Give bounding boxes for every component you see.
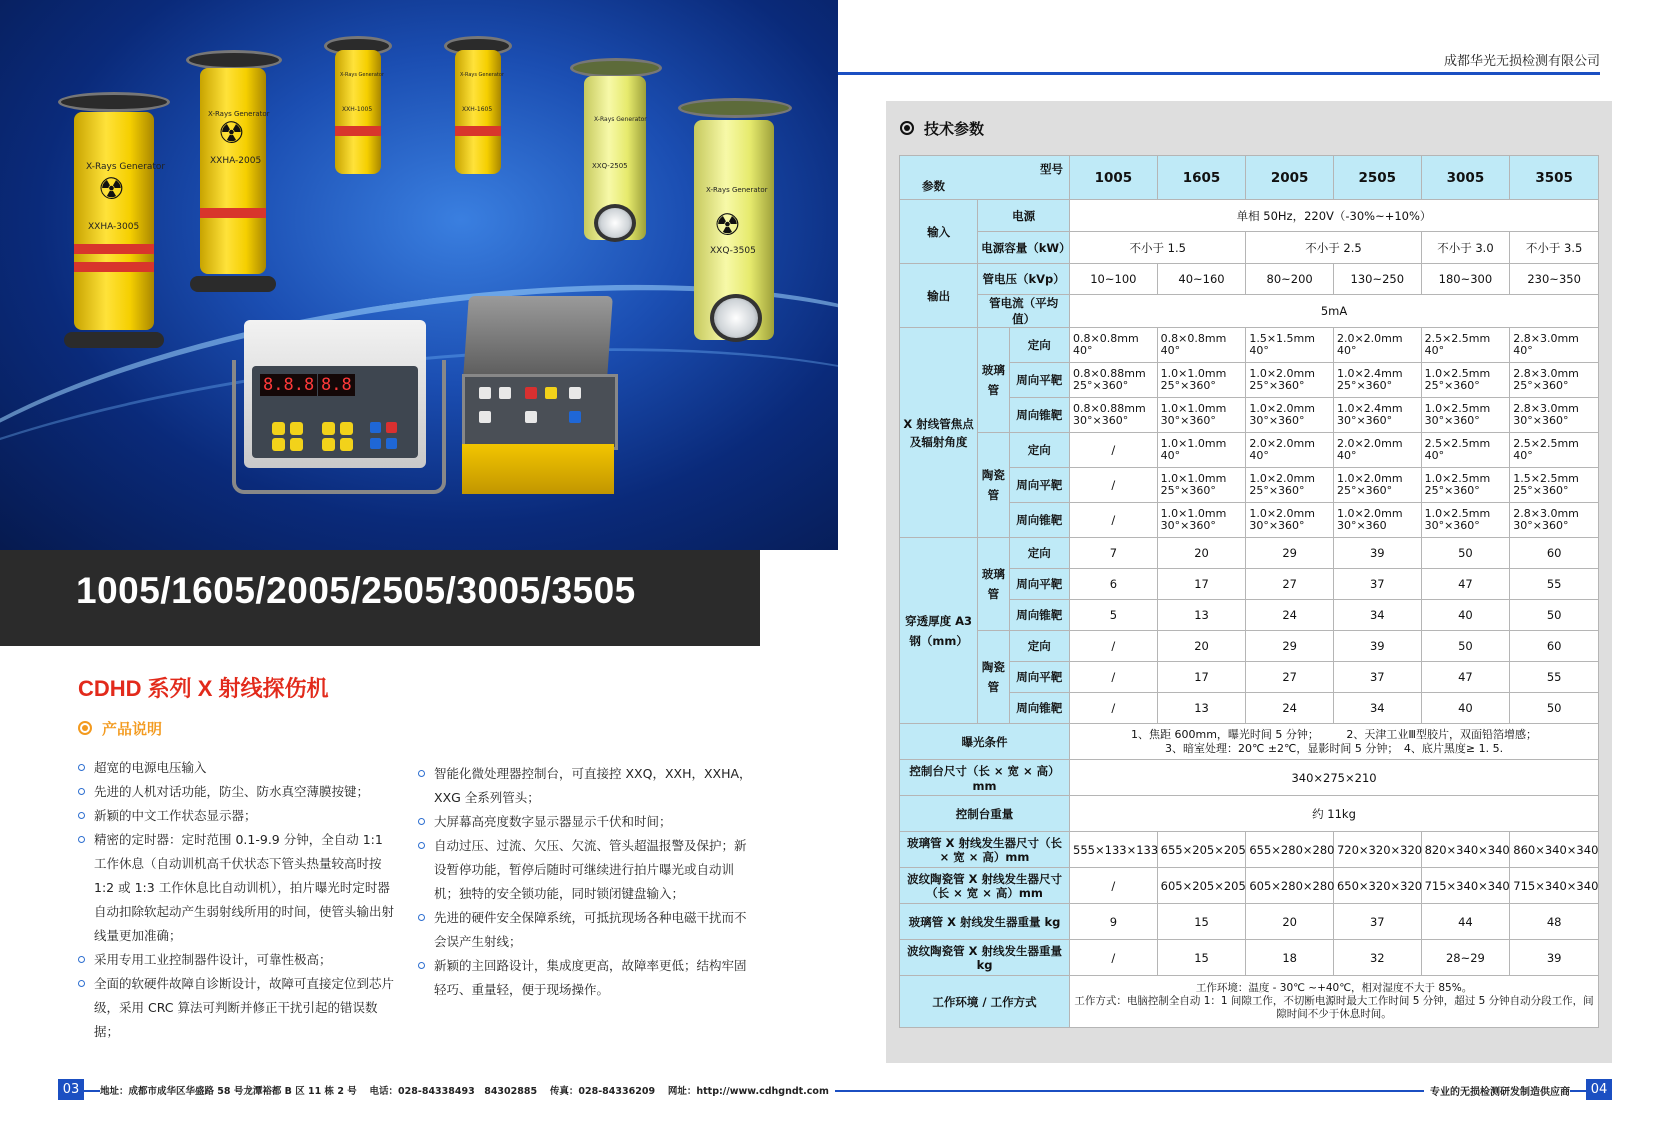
table-cell: 715×340×340: [1510, 868, 1599, 904]
table-cell: 9: [1070, 904, 1158, 940]
table-cell: 39: [1510, 940, 1599, 976]
table-cell: 20: [1157, 538, 1246, 569]
table-cell: 860×340×340: [1510, 832, 1599, 868]
table-cell: 17: [1157, 662, 1246, 693]
table-cell: 37: [1333, 904, 1421, 940]
row-group-label: X 射线管焦点及辐射角度: [900, 328, 978, 538]
table-cell: 13: [1157, 600, 1246, 631]
header-rule: [838, 72, 1600, 75]
xray-tube-xxha-2005: ☢ X-Rays Generator XXHA-2005: [188, 50, 280, 300]
product-description-heading: 产品说明: [78, 718, 162, 739]
tube-generator-label: X-Rays Generator: [460, 72, 504, 78]
table-cell: 2.5×2.5mm 40°: [1510, 433, 1599, 468]
table-cell: 10~100: [1070, 264, 1158, 295]
models-title: 1005/1605/2005/2505/3005/3505: [76, 570, 636, 611]
portable-controller-case: [462, 296, 614, 496]
table-corner-header: 型号 参数: [900, 156, 1070, 200]
xray-tube-xxha-3005: ☢ X-Rays Generator XXHA-3005: [60, 92, 170, 354]
table-cell: /: [1070, 940, 1158, 976]
row-label: 玻璃管 X 射线发生器尺寸（长 × 宽 × 高）mm: [900, 832, 1070, 868]
tube-type-label: 陶瓷管: [978, 631, 1009, 724]
table-cell: 2.0×2.0mm 40°: [1333, 328, 1421, 363]
table-cell: 50: [1510, 600, 1599, 631]
table-cell: 555×133×133: [1070, 832, 1158, 868]
feature-list-right: [418, 762, 758, 1002]
table-cell: 不小于 3.0: [1421, 232, 1510, 264]
table-cell: 1.0×2.0mm 25°×360°: [1246, 468, 1334, 503]
company-slogan: 专业的无损检测研发制造供应商: [1424, 1083, 1570, 1098]
table-cell: 1.0×2.4mm 30°×360°: [1333, 398, 1421, 433]
tube-generator-label: X-Rays Generator: [208, 110, 270, 118]
table-cell: 2.8×3.0mm 30°×360°: [1510, 398, 1599, 433]
table-cell: 34: [1333, 693, 1421, 724]
table-cell: 1.0×2.0mm 30°×360: [1333, 503, 1421, 538]
table-cell: [1070, 724, 1599, 760]
table-cell: 15: [1157, 904, 1246, 940]
table-cell: 7: [1070, 538, 1158, 569]
series-title: CDHD 系列 X 射线探伤机: [78, 676, 329, 701]
row-label: 玻璃管 X 射线发生器重量 kg: [900, 904, 1070, 940]
row-label: 周向平靶: [1009, 363, 1070, 398]
exposure-line: 3、暗室处理：20℃ ±2℃，显影时间 5 分钟； 4、底片黑度≥ 1. 5.: [1164, 741, 1504, 755]
list-item: 全面的软硬件故障自诊断设计，故障可直接定位到芯片级，采用 CRC 算法可判断并修正干扰引起的错误数据；: [78, 972, 398, 1044]
row-label: 周向锥靶: [1009, 693, 1070, 724]
row-group-label: 穿透厚度 A3 钢（mm）: [900, 538, 978, 724]
table-cell: 1.0×1.0mm 25°×360°: [1157, 468, 1246, 503]
model-header: 2005: [1246, 156, 1334, 200]
tube-model-label: XXH-1005: [342, 106, 373, 113]
table-cell: 130~250: [1333, 264, 1421, 295]
table-cell: 1.0×1.0mm 30°×360°: [1157, 503, 1246, 538]
table-cell: /: [1070, 631, 1158, 662]
table-cell: 50: [1421, 538, 1510, 569]
row-label: 控制台尺寸（长 × 宽 × 高）mm: [900, 760, 1070, 796]
row-label: 波纹陶瓷管 X 射线发生器尺寸（长 × 宽 × 高）mm: [900, 868, 1070, 904]
table-cell: 5mA: [1070, 295, 1599, 328]
contact-address: 地址：成都市成华区华盛路 58 号龙潭裕都 B 区 11 栋 2 号 电话：028-84338493 84302885 传真：028-84336209 网址：http://www.cdhgndt.com: [100, 1083, 835, 1097]
table-cell: 39: [1333, 631, 1421, 662]
table-cell: 1.0×1.0mm 30°×360°: [1157, 398, 1246, 433]
tube-model-label: XXHA-2005: [210, 156, 262, 166]
table-cell: 2.8×3.0mm 40°: [1510, 328, 1599, 363]
table-cell: 55: [1510, 569, 1599, 600]
model-header: 3505: [1510, 156, 1599, 200]
row-label: 管电流（平均值）: [978, 295, 1070, 328]
table-cell: /: [1070, 693, 1158, 724]
list-item: 新颖的主回路设计，集成度更高，故障率更低；结构牢固轻巧、重量轻，便于现场操作。: [418, 954, 758, 1002]
table-cell: 不小于 1.5: [1070, 232, 1246, 264]
row-label: 工作环境 / 工作方式: [900, 976, 1070, 1028]
table-cell: 50: [1510, 693, 1599, 724]
row-label: 定向: [1009, 433, 1070, 468]
table-cell: 1.0×2.5mm 25°×360°: [1421, 363, 1510, 398]
row-label: 周向平靶: [1009, 569, 1070, 600]
table-cell: 1.0×1.0mm 25°×360°: [1157, 363, 1246, 398]
tube-generator-label: X-Rays Generator: [86, 162, 166, 172]
row-label: 曝光条件: [900, 724, 1070, 760]
table-cell: 37: [1333, 569, 1421, 600]
model-header: 2505: [1333, 156, 1421, 200]
table-cell: 单相 50Hz，220V（-30%~+10%）: [1070, 200, 1599, 232]
table-cell: 605×280×280: [1246, 868, 1334, 904]
table-cell: 720×320×320: [1333, 832, 1421, 868]
table-cell: 24: [1246, 693, 1334, 724]
feature-list-left: [78, 756, 398, 1044]
table-cell: /: [1070, 433, 1158, 468]
list-item: 先进的硬件安全保障系统，可抵抗现场各种电磁干扰而不会误产生射线；: [418, 906, 758, 954]
row-label: 定向: [1009, 631, 1070, 662]
table-cell: 15: [1157, 940, 1246, 976]
row-label: 周向平靶: [1009, 468, 1070, 503]
time-display: 8.8: [318, 374, 355, 396]
table-cell: 55: [1510, 662, 1599, 693]
table-cell: 2.8×3.0mm 25°×360°: [1510, 363, 1599, 398]
environment-line: 工作方式：电脑控制全自动 1：1 间隙工作，不切断电源时最大工作时间 5 分钟，超过 5 分钟自动分段工作，间隙时间不少于休息时间。: [1074, 995, 1594, 1020]
table-cell: 0.8×0.8mm 40°: [1070, 328, 1158, 363]
table-cell: 605×205×205: [1157, 868, 1246, 904]
tech-params-heading: 技术参数: [900, 118, 984, 139]
table-cell: 1.0×2.0mm 30°×360°: [1246, 398, 1334, 433]
table-cell: 27: [1246, 569, 1334, 600]
row-group-label: 输出: [900, 264, 978, 328]
environment-line: 工作环境：温度 - 30℃ ~+40℃，相对湿度不大于 85%。: [1195, 982, 1473, 994]
table-cell: 不小于 2.5: [1246, 232, 1421, 264]
table-cell: 2.8×3.0mm 30°×360°: [1510, 503, 1599, 538]
row-label: 定向: [1009, 538, 1070, 569]
table-cell: 60: [1510, 538, 1599, 569]
table-cell: 1.0×2.5mm 30°×360°: [1421, 503, 1510, 538]
table-cell: 2.0×2.0mm 40°: [1246, 433, 1334, 468]
table-cell: 20: [1157, 631, 1246, 662]
company-name: 成都华光无损检测有限公司: [1443, 54, 1600, 69]
table-cell: /: [1070, 868, 1158, 904]
row-label: 周向平靶: [1009, 662, 1070, 693]
circle-bullet-icon: [78, 721, 92, 735]
table-cell: 48: [1510, 904, 1599, 940]
table-cell: 44: [1421, 904, 1510, 940]
model-header: 1605: [1157, 156, 1246, 200]
xray-tube-xxh-1005: [326, 36, 390, 186]
product-photo: [0, 0, 838, 550]
table-cell: 180~300: [1421, 264, 1510, 295]
table-cell: [1070, 976, 1599, 1028]
list-item: 采用专用工业控制器件设计，可靠性极高；: [78, 948, 398, 972]
table-cell: /: [1070, 662, 1158, 693]
table-cell: 2.0×2.0mm 40°: [1333, 433, 1421, 468]
table-cell: 约 11kg: [1070, 796, 1599, 832]
table-cell: 1.0×1.0mm 40°: [1157, 433, 1246, 468]
table-cell: 0.8×0.88mm 30°×360°: [1070, 398, 1158, 433]
table-cell: 1.0×2.4mm 25°×360°: [1333, 363, 1421, 398]
tube-type-label: 玻璃管: [978, 538, 1009, 631]
xray-tube-xxq-3505: ☢ X-Rays Generator XXQ-3505: [680, 98, 788, 354]
table-cell: 1.0×2.5mm 25°×360°: [1421, 468, 1510, 503]
table-cell: 24: [1246, 600, 1334, 631]
list-item: 智能化微处理器控制台，可直接控 XXQ，XXH，XXHA，XXG 全系列管头；: [418, 762, 758, 810]
table-cell: 1.5×1.5mm 40°: [1246, 328, 1334, 363]
table-cell: 655×280×280: [1246, 832, 1334, 868]
table-cell: 1.0×2.0mm 25°×360°: [1246, 363, 1334, 398]
row-label: 周向锥靶: [1009, 600, 1070, 631]
table-cell: 不小于 3.5: [1510, 232, 1599, 264]
table-cell: 1.0×2.0mm 30°×360°: [1246, 503, 1334, 538]
tube-generator-label: X-Rays Generator: [706, 186, 768, 194]
table-cell: 27: [1246, 662, 1334, 693]
model-header: 1005: [1070, 156, 1158, 200]
xray-tube-xxq-2505: [572, 58, 660, 254]
row-label: 周向锥靶: [1009, 398, 1070, 433]
row-label: 周向锥靶: [1009, 503, 1070, 538]
row-label: 定向: [1009, 328, 1070, 363]
table-cell: 715×340×340: [1421, 868, 1510, 904]
tube-model-label: XXQ-2505: [592, 162, 628, 170]
row-label: 电源: [978, 200, 1070, 232]
table-cell: 32: [1333, 940, 1421, 976]
table-cell: 0.8×0.88mm 25°×360°: [1070, 363, 1158, 398]
table-cell: 29: [1246, 538, 1334, 569]
exposure-line: 1、焦距 600mm，曝光时间 5 分钟； 2、天津工业Ⅲ型胶片，双面铅箔增感；: [1131, 727, 1538, 741]
table-cell: 1.5×2.5mm 25°×360°: [1510, 468, 1599, 503]
tube-type-label: 玻璃管: [978, 328, 1009, 433]
table-cell: 47: [1421, 569, 1510, 600]
table-cell: 650×320×320: [1333, 868, 1421, 904]
control-console: [244, 320, 426, 468]
table-cell: 37: [1333, 662, 1421, 693]
table-cell: /: [1070, 503, 1158, 538]
table-cell: 2.5×2.5mm 40°: [1421, 328, 1510, 363]
row-group-label: 输入: [900, 200, 978, 264]
table-cell: 655×205×205: [1157, 832, 1246, 868]
spec-table: [899, 155, 1599, 1028]
list-item: 精密的定时器：定时范围 0.1-9.9 分钟，全自动 1:1 工作休息（自动训机高千伏状态下管头热量较高时按 1:2 或 1:3 工作休息比自动训机），拍片曝光时定时器自动扣除软起动产生弱射线所用的时间，使管头输出射线量更加准确；: [78, 828, 398, 948]
table-cell: 6: [1070, 569, 1158, 600]
circle-bullet-icon: [900, 121, 914, 135]
table-cell: 40~160: [1157, 264, 1246, 295]
table-cell: 13: [1157, 693, 1246, 724]
table-cell: 5: [1070, 600, 1158, 631]
table-cell: 80~200: [1246, 264, 1334, 295]
row-label: 控制台重量: [900, 796, 1070, 832]
table-cell: 18: [1246, 940, 1334, 976]
row-label: 波纹陶瓷管 X 射线发生器重量 kg: [900, 940, 1070, 976]
list-item: 先进的人机对话功能，防尘、防水真空薄膜按键；: [78, 780, 398, 804]
list-item: 新颖的中文工作状态显示器；: [78, 804, 398, 828]
table-cell: 0.8×0.8mm 40°: [1157, 328, 1246, 363]
table-cell: 47: [1421, 662, 1510, 693]
table-cell: 39: [1333, 538, 1421, 569]
table-cell: 340×275×210: [1070, 760, 1599, 796]
tube-generator-label: X-Rays Generator: [340, 72, 384, 78]
table-cell: 29: [1246, 631, 1334, 662]
tube-type-label: 陶瓷管: [978, 433, 1009, 538]
list-item: 超宽的电源电压输入: [78, 756, 398, 780]
xray-tube-xxh-1605: [446, 36, 510, 186]
table-cell: 1.0×2.0mm 25°×360°: [1333, 468, 1421, 503]
list-item: 大屏幕高亮度数字显示器显示千伏和时间；: [418, 810, 758, 834]
table-cell: 17: [1157, 569, 1246, 600]
table-cell: 2.5×2.5mm 40°: [1421, 433, 1510, 468]
table-cell: /: [1070, 468, 1158, 503]
list-item: 自动过压、过流、欠压、欠流、管头超温报警及保护；新设暂停功能，暂停后随时可继续进行拍片曝光或自动训机；独特的安全锁功能，同时锁闭键盘输入；: [418, 834, 758, 906]
table-cell: 50: [1421, 631, 1510, 662]
tube-model-label: XXHA-3005: [88, 222, 140, 232]
table-cell: 820×340×340: [1421, 832, 1510, 868]
row-label: 电源容量（kW）: [978, 232, 1070, 264]
page-number-left: 03: [58, 1079, 84, 1100]
page-number-right: 04: [1586, 1079, 1612, 1100]
table-cell: 34: [1333, 600, 1421, 631]
table-cell: 40: [1421, 693, 1510, 724]
table-cell: 1.0×2.5mm 30°×360°: [1421, 398, 1510, 433]
table-cell: 40: [1421, 600, 1510, 631]
table-cell: 230~350: [1510, 264, 1599, 295]
row-label: 管电压（kVp）: [978, 264, 1070, 295]
model-header: 3005: [1421, 156, 1510, 200]
tube-generator-label: X-Rays Generator: [594, 116, 647, 123]
tube-model-label: XXQ-3505: [710, 246, 756, 256]
table-cell: 60: [1510, 631, 1599, 662]
page-footer: [58, 1079, 1612, 1101]
kv-display: 8.8.8: [260, 374, 317, 396]
table-cell: 28~29: [1421, 940, 1510, 976]
tube-model-label: XXH-1605: [462, 106, 493, 113]
table-cell: 20: [1246, 904, 1334, 940]
